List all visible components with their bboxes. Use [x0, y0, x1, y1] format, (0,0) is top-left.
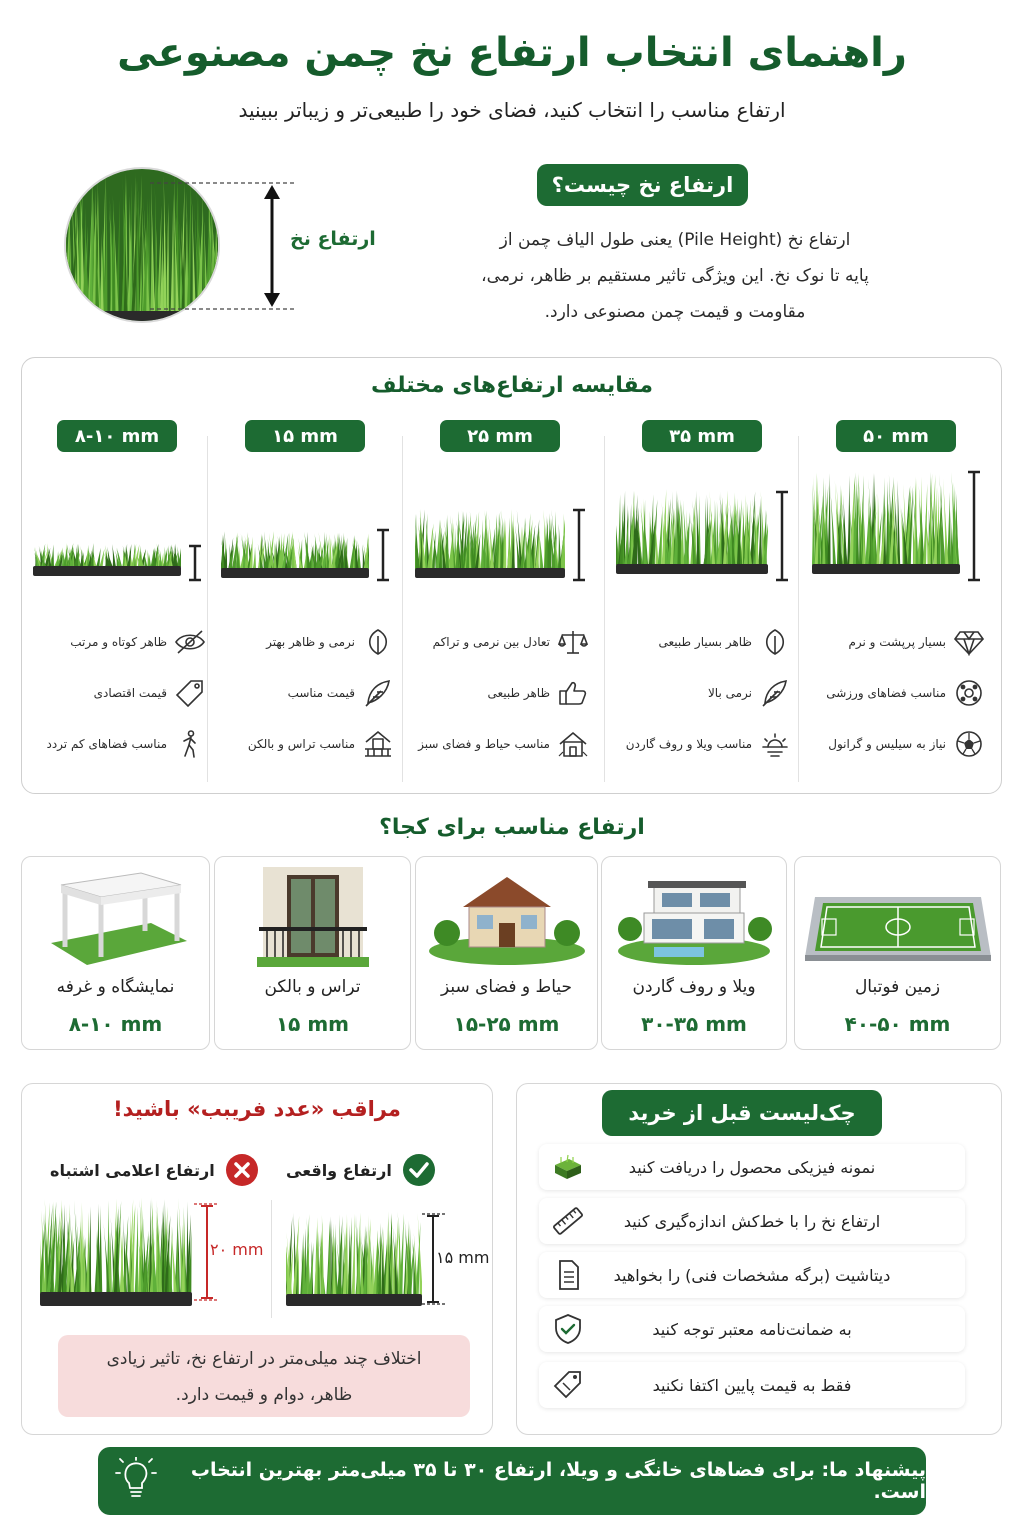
- height-badge: ۸-۱۰ mm: [57, 420, 177, 452]
- feature-text: قیمت اقتصادی: [93, 686, 167, 700]
- grass-blade: [34, 547, 40, 567]
- feature-text: بسیار پرپشت و نرم: [848, 635, 946, 649]
- feature-item: [412, 628, 588, 656]
- feature-item: [412, 679, 588, 707]
- grass-blade: [135, 1207, 138, 1293]
- price-tag-icon: [175, 679, 205, 707]
- feature-item: [217, 628, 393, 656]
- feature-item: [808, 730, 984, 758]
- feature-text: مناسب فضاهای ورزشی: [826, 686, 946, 700]
- warning-note-line: ظاهر، دوام و قیمت دارد.: [175, 1385, 353, 1405]
- shield-check-icon: [551, 1313, 585, 1345]
- recommendation-banner: [98, 1447, 926, 1515]
- checklist-text: دیتاشیت (برگه مشخصات فنی) را بخواهید: [613, 1265, 891, 1285]
- checklist-title: چک‌لیست قبل از خرید: [602, 1090, 882, 1136]
- feature-text: مناسب تراس و بالکن: [247, 737, 355, 751]
- grass-blade: [562, 514, 565, 569]
- grass-sample-image: [812, 470, 960, 574]
- grass-blade: [558, 524, 561, 569]
- walking-person-icon: [175, 730, 205, 758]
- definition-line: پایه تا نوک نخ. این ویژگی تاثیر مستقیم بر ظاهر، نرمی،: [481, 266, 869, 286]
- fake-height-label: [50, 1153, 259, 1187]
- feature-item: [217, 730, 393, 758]
- turf-backing: [812, 564, 960, 574]
- height-indicator-icon: [571, 508, 587, 582]
- definition-line: ارتفاع نخ (Pile Height) یعنی طول الیاف چمن از: [499, 230, 851, 250]
- feature-text: نیاز به سیلیس و گرانول: [828, 737, 946, 751]
- grass-blade: [897, 480, 900, 565]
- price-tag-icon: [551, 1369, 585, 1401]
- grass-blade: [313, 536, 316, 569]
- height-indicator-icon: [966, 470, 982, 582]
- grass-blade: [329, 534, 332, 569]
- grass-blade: [56, 551, 59, 567]
- card-villa: [601, 856, 787, 1050]
- house-icon: [558, 730, 588, 758]
- turf-sample-icon: [551, 1151, 585, 1183]
- feature-item: [614, 628, 790, 656]
- fake-height-text: ارتفاع اعلامی اشتباه: [50, 1160, 215, 1180]
- feature-item: [614, 679, 790, 707]
- eye-icon: [175, 628, 205, 656]
- warning-note-line: اختلاف چند میلی‌متر در ارتفاع نخ، تاثیر زیادی: [106, 1349, 422, 1369]
- column-divider: [402, 436, 403, 782]
- feature-item: [217, 679, 393, 707]
- grass-blade: [273, 542, 276, 569]
- checklist-text: نمونه فیزیکی محصول را دریافت کنید: [628, 1157, 876, 1177]
- page-title: راهنمای انتخاب ارتفاع نخ چمن مصنوعی: [117, 30, 907, 76]
- feature-text: مناسب حیاط و فضای سبز: [418, 737, 550, 751]
- height-badge: ۲۵ mm: [440, 420, 560, 452]
- height-badge: ۳۵ mm: [642, 420, 762, 452]
- definition-heading: ارتفاع نخ چیست؟: [537, 164, 748, 206]
- checklist-text: فقط به قیمت پایین اکتفا نکنید: [652, 1375, 852, 1395]
- recommendation-text: پیشنهاد ما: برای فضاهای خانگی و ویلا، ارتفاع ۳۰ تا ۳۵ میلی‌متر بهترین انتخاب است.: [190, 1459, 926, 1503]
- diamond-icon: [954, 628, 984, 656]
- cross-circle-icon: [225, 1153, 259, 1187]
- checklist-text: به ضمانت‌نامه معتبر توجه کنید: [652, 1319, 852, 1339]
- feature-item: [29, 679, 205, 707]
- height-indicator-icon: [774, 490, 790, 582]
- grass-blade: [758, 498, 761, 565]
- card-label: ویلا و روف گاردن: [632, 977, 756, 997]
- height-indicator-icon: [375, 528, 391, 582]
- grass-blade: [96, 548, 100, 567]
- checklist-item: [539, 1144, 965, 1190]
- warning-title: مراقب «عدد فریبب» باشید!: [113, 1097, 401, 1121]
- card-exhibition: [21, 856, 210, 1050]
- grass-blade: [865, 506, 869, 565]
- soccer-ball-icon: [954, 730, 984, 758]
- sun-icon: [760, 730, 790, 758]
- turf-backing: [415, 568, 565, 578]
- check-circle-icon: [402, 1153, 436, 1187]
- grass-blade: [847, 475, 850, 565]
- feature-text: ظاهر بسیار طبیعی: [658, 635, 752, 649]
- real-height-text: ارتفاع واقعی: [286, 1160, 392, 1180]
- feature-item: [614, 730, 790, 758]
- feature-item: [29, 730, 205, 758]
- feature-item: [29, 628, 205, 656]
- warning-divider: [271, 1200, 272, 1318]
- real-height-label: [286, 1153, 436, 1187]
- grass-sample-image: [415, 508, 565, 578]
- grass-sample-image: [616, 488, 768, 574]
- card-label: حیاط و فضای سبز: [440, 977, 573, 997]
- turf-backing: [33, 566, 181, 576]
- card-mm: ۱۵-۲۵ mm: [453, 1012, 560, 1036]
- card-mm: ۱۵ mm: [275, 1012, 350, 1036]
- comparison-title: مقایسه ارتفاع‌های مختلف: [371, 373, 653, 398]
- grass-blade: [481, 519, 484, 569]
- card-label: نمایشگاه و غرفه: [56, 977, 175, 997]
- card-house-yard: [415, 856, 598, 1050]
- fake-height-grass-image: [40, 1196, 192, 1306]
- feature-text: نرمی بالا: [707, 686, 752, 700]
- card-mm: ۳۰-۳۵ mm: [641, 1012, 747, 1036]
- feather-icon: [363, 679, 393, 707]
- checklist-item: [539, 1252, 965, 1298]
- sports-ball-icon: [954, 679, 984, 707]
- column-divider: [798, 436, 799, 782]
- where-title: ارتفاع مناسب برای کجا؟: [379, 815, 645, 840]
- grass-blade: [950, 511, 953, 565]
- turf-backing: [40, 1292, 192, 1306]
- lightbulb-icon: [114, 1457, 158, 1505]
- height-indicator-icon: [187, 544, 203, 582]
- grass-blade: [112, 544, 116, 567]
- grass-blade: [159, 549, 162, 567]
- warning-note: [58, 1335, 470, 1417]
- feature-item: [412, 730, 588, 758]
- grass-blade: [445, 515, 448, 569]
- grass-blade: [856, 484, 859, 565]
- pile-height-label: ارتفاع نخ: [290, 228, 376, 250]
- checklist-item: [539, 1198, 965, 1244]
- feature-text: مناسب ویلا و روف گاردن: [625, 737, 752, 751]
- height-badge: ۵۰ mm: [836, 420, 956, 452]
- football-field-image: [805, 867, 991, 967]
- villa-image: [614, 867, 774, 967]
- feature-text: ظاهر طبیعی: [487, 686, 550, 700]
- definition-text: [440, 222, 910, 330]
- grass-blade: [253, 547, 256, 569]
- grass-sample-image: [33, 542, 181, 576]
- balcony-icon: [363, 730, 393, 758]
- page-subtitle: ارتفاع مناسب را انتخاب کنید، فضای خود را طبیعی‌تر و زیباتر ببینید: [238, 98, 786, 122]
- card-mm: ۸-۱۰ mm: [68, 1012, 163, 1036]
- feature-text: مناسب فضاهای کم تردد: [46, 737, 167, 751]
- document-icon: [551, 1259, 585, 1291]
- grass-blade: [352, 1214, 355, 1295]
- balcony-image: [253, 867, 373, 971]
- grass-blade: [830, 485, 836, 565]
- column-divider: [604, 436, 605, 782]
- checklist-item: [539, 1306, 965, 1352]
- card-balcony: [214, 856, 411, 1050]
- feature-item: [808, 628, 984, 656]
- feature-text: تعادل بین نرمی و تراکم: [432, 635, 550, 649]
- card-label: زمین فوتبال: [854, 977, 941, 997]
- grass-blade: [877, 493, 880, 565]
- ruler-icon: [551, 1205, 585, 1237]
- balance-scale-icon: [558, 628, 588, 656]
- thumbs-up-icon: [558, 679, 588, 707]
- card-label: تراس و بالکن: [264, 977, 361, 997]
- leaf-icon: [363, 628, 393, 656]
- exhibition-booth-image: [41, 867, 191, 967]
- checklist-text: ارتفاع نخ را با خط‌کش اندازه‌گیری کنید: [623, 1211, 881, 1231]
- turf-backing: [286, 1294, 422, 1306]
- house-yard-image: [427, 867, 587, 967]
- fake-mm-label: ۲۰ mm: [210, 1240, 264, 1259]
- grass-sample-image: [221, 530, 369, 578]
- feature-item: [808, 679, 984, 707]
- height-badge: ۱۵ mm: [245, 420, 365, 452]
- card-football-field: [794, 856, 1001, 1050]
- leaf-icon: [760, 628, 790, 656]
- definition-line: مقاومت و قیمت چمن مصنوعی دارد.: [544, 302, 806, 322]
- real-mm-label: ۱۵ mm: [436, 1248, 490, 1267]
- pile-height-arrow: [150, 175, 300, 320]
- feather-icon: [760, 679, 790, 707]
- turf-backing: [616, 564, 768, 574]
- real-height-grass-image: [286, 1210, 422, 1306]
- feature-text: ظاهر کوتاه و مرتب: [70, 635, 167, 649]
- checklist-item: [539, 1362, 965, 1408]
- feature-text: قیمت مناسب: [287, 686, 355, 700]
- column-divider: [207, 436, 208, 782]
- card-mm: ۴۰-۵۰ mm: [844, 1012, 951, 1036]
- feature-text: نرمی و ظاهر بهتر: [266, 635, 355, 649]
- turf-backing: [221, 568, 369, 578]
